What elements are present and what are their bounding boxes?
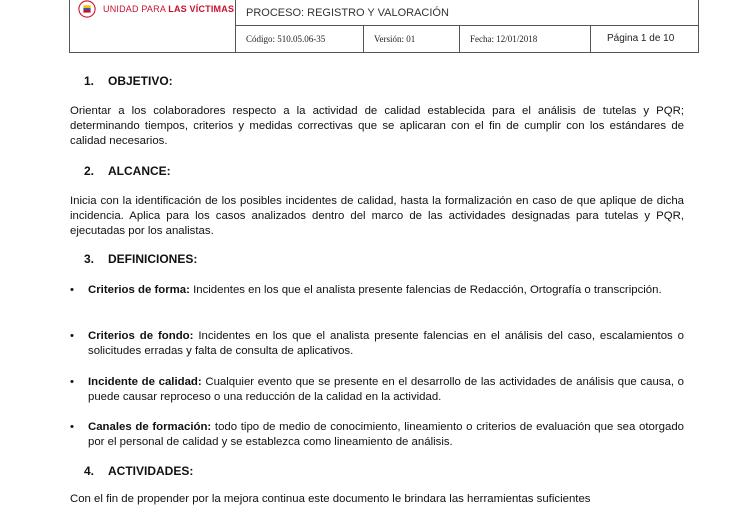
page-cell: Página 1 de 10 (607, 33, 675, 44)
definition-item: • Canales de formación: todo tipo de medio de conocimiento, lineamiento o criterios de evaluación que sea otorgado por el personal de calidad y se establezca como lineamiento de análisis. (70, 421, 684, 448)
section-heading-definiciones: 3. DEFINICIONES: (84, 252, 198, 266)
definition-item: • Incidente de calidad: Cualquier evento que se presente en el desarrollo de las actividades de análisis que causa, o puede causar reproceso o una reducción de la calidad en la actividad. (70, 376, 684, 403)
code-cell: Código: 510.05.06-35 (236, 26, 364, 52)
unidad-victimas-logo (78, 0, 234, 18)
logo-cell (69, 0, 236, 53)
logo-text: UNIDAD PARA LAS VÍCTIMAS (103, 4, 235, 14)
coat-of-arms-icon (78, 0, 96, 18)
meta-row (236, 26, 699, 53)
bullet-icon: • (70, 330, 74, 342)
bullet-icon: • (70, 421, 74, 433)
section-heading-actividades: 4. ACTIVIDADES: (84, 464, 194, 478)
section-text-actividades: Con el fin de propender por la mejora continua este documento le brindara las herramientas suficientes (70, 493, 591, 505)
section-text-alcance: Inicia con la identificación de los posibles incidentes de calidad, hasta la formalización en caso de que aplique de dicha incidencia. Aplica para los casos analizados dentro del marco de las actividades designadas para tutelas y PQR, ejecutadas por los analistas. (70, 195, 684, 237)
process-cell (236, 0, 699, 26)
bullet-icon: • (70, 376, 74, 388)
document-header (69, 0, 699, 53)
definition-item: • Criterios de forma: Incidentes en los que el analista presente falencias de Redacción, Ortografía o transcripción. (70, 284, 662, 296)
definition-item: • Criterios de fondo: Incidentes en los que el analista presente falencias en el análisis del caso, escalamientos o solicitudes erradas y falta de consulta de aplicativos. (70, 330, 685, 357)
version-cell: Versión: 01 (364, 26, 460, 52)
section-heading-alcance: 2. ALCANCE: (84, 164, 171, 178)
bullet-icon: • (70, 284, 74, 296)
section-heading-objetivo: 1. OBJETIVO: (84, 74, 173, 88)
section-text-objetivo: Orientar a los colaboradores respecto a la actividad de calidad establecida para el análisis de tutelas y PQR; determinando tiempos, criterios y medidas correctivas que se aplicaran con el fin de cumplir con los estándares de calidad necesarios. (70, 105, 684, 147)
process-label: PROCESO: REGISTRO Y VALORACIÓN (246, 7, 449, 19)
date-cell: Fecha: 12/01/2018 (460, 26, 591, 52)
